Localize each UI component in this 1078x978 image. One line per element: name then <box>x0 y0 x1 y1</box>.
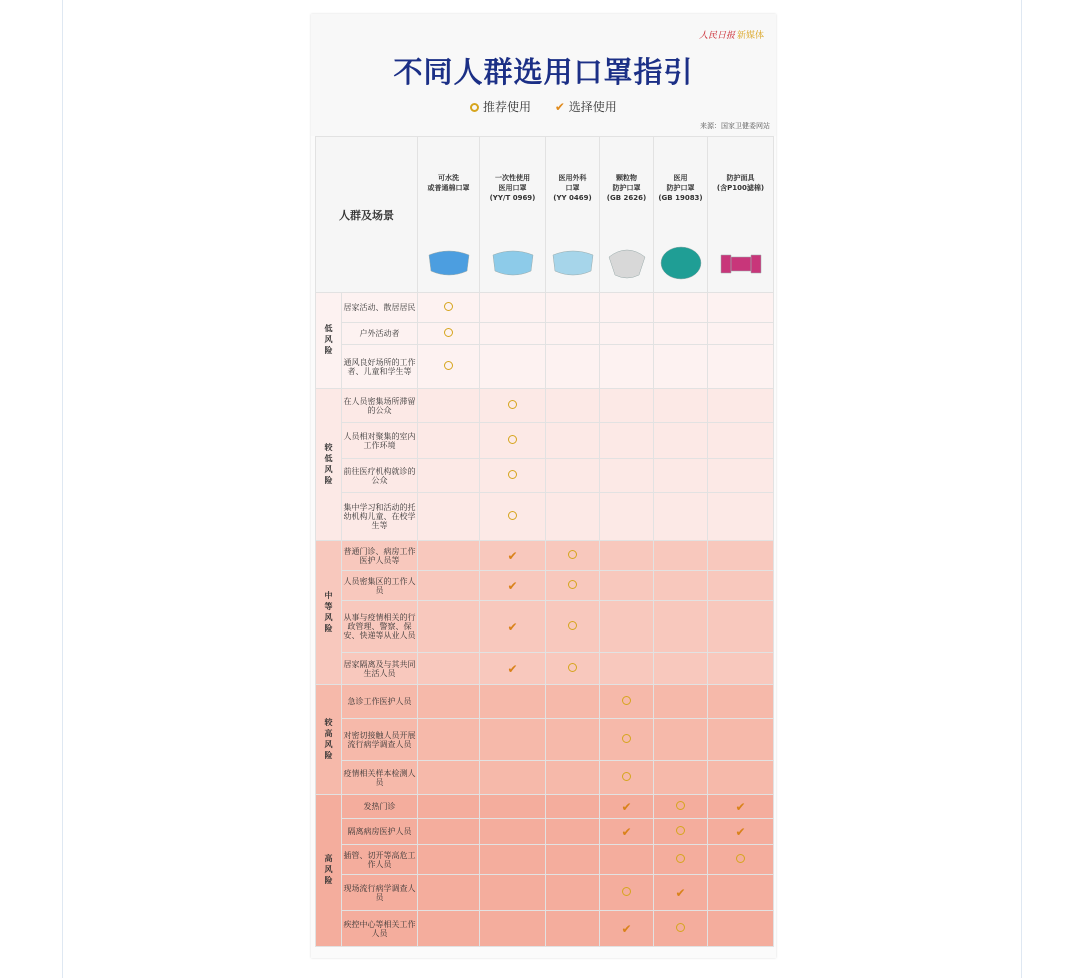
mask-cell <box>480 911 546 947</box>
population-description: 在人员密集场所滞留的公众 <box>342 389 418 423</box>
mask-label: 医用外科 口罩 (YY 0469) <box>553 173 592 202</box>
legend-label: 推荐使用 <box>483 100 532 114</box>
circle-mark-icon <box>444 328 453 337</box>
surgical-mask-icon <box>549 241 597 281</box>
mask-cell <box>708 459 774 493</box>
check-mark-icon: ✔ <box>554 100 565 114</box>
mask-cell <box>654 601 708 653</box>
mask-cell <box>546 493 600 541</box>
table-row <box>316 541 774 571</box>
table-row <box>316 875 774 911</box>
mask-cell <box>600 795 654 819</box>
mask-cell <box>600 845 654 875</box>
mask-column-header <box>546 137 600 293</box>
table-row <box>316 423 774 459</box>
population-description: 疾控中心等相关工作人员 <box>342 911 418 947</box>
mask-label: 防护面具 (含P100滤棉) <box>716 173 765 192</box>
mask-cell <box>600 761 654 795</box>
mask-cell <box>480 685 546 719</box>
check-mark-icon: ✔ <box>735 824 746 839</box>
mask-cell <box>600 601 654 653</box>
mask-cell <box>708 845 774 875</box>
mask-cell <box>654 389 708 423</box>
mask-cell <box>654 875 708 911</box>
population-description: 集中学习和活动的托幼机构儿童、在校学生等 <box>342 493 418 541</box>
population-description: 户外活动者 <box>342 323 418 345</box>
mask-cell <box>654 323 708 345</box>
mask-cell <box>708 819 774 845</box>
mask-cell <box>418 459 480 493</box>
mask-cell <box>600 423 654 459</box>
mask-cell <box>546 601 600 653</box>
circle-mark-icon <box>444 361 453 370</box>
mask-cell <box>600 293 654 323</box>
logo-text: 人民日报 <box>698 31 735 41</box>
brand-logo <box>699 28 764 41</box>
population-description: 对密切接触人员开展流行病学调查人员 <box>342 719 418 761</box>
mask-cell <box>654 761 708 795</box>
mask-column-header <box>600 137 654 293</box>
table-body <box>316 293 774 947</box>
check-mark-icon: ✔ <box>621 799 632 814</box>
mask-cell <box>546 911 600 947</box>
mask-cell <box>708 875 774 911</box>
mask-cell <box>654 653 708 685</box>
medical-protective-mask-icon <box>657 241 705 281</box>
check-mark-icon: ✔ <box>507 578 518 593</box>
mask-cell <box>480 293 546 323</box>
mask-cell <box>708 571 774 601</box>
source-note: 来源：国家卫健委网站 <box>700 122 770 130</box>
table-row <box>316 761 774 795</box>
population-description: 居家活动、散居居民 <box>342 293 418 323</box>
page-title: 不同人群选用口罩指引 <box>393 55 694 89</box>
legend <box>311 98 776 115</box>
mask-cell <box>418 493 480 541</box>
legend-recommended <box>470 100 535 114</box>
mask-cell <box>654 293 708 323</box>
mask-column-header <box>418 137 480 293</box>
table-row <box>316 323 774 345</box>
table-row <box>316 493 774 541</box>
legend-optional <box>555 100 617 114</box>
circle-mark-icon <box>568 621 577 630</box>
check-mark-icon: ✔ <box>507 661 518 676</box>
mask-guide-poster <box>311 14 776 958</box>
mask-cell <box>546 323 600 345</box>
mask-cell <box>546 293 600 323</box>
table-row <box>316 911 774 947</box>
circle-mark-icon <box>736 854 745 863</box>
mask-cell <box>418 653 480 685</box>
mask-cell <box>654 459 708 493</box>
circle-mark-icon <box>508 470 517 479</box>
gas-mask-icon <box>717 241 765 281</box>
table-row <box>316 601 774 653</box>
mask-cell <box>600 875 654 911</box>
risk-group-label: 高风险 <box>316 795 342 947</box>
mask-cell <box>708 795 774 819</box>
mask-cell <box>480 323 546 345</box>
mask-cell <box>708 719 774 761</box>
check-mark-icon: ✔ <box>621 921 632 936</box>
population-description: 插管、切开等高危工作人员 <box>342 845 418 875</box>
mask-cell <box>600 389 654 423</box>
mask-column-header <box>654 137 708 293</box>
circle-mark-icon <box>508 400 517 409</box>
circle-mark-icon <box>568 580 577 589</box>
mask-cell <box>600 459 654 493</box>
risk-group-label: 较高风险 <box>316 685 342 795</box>
mask-cell <box>708 493 774 541</box>
table-row <box>316 819 774 845</box>
mask-cell <box>480 875 546 911</box>
mask-cell <box>546 571 600 601</box>
mask-cell <box>480 541 546 571</box>
mask-cell <box>600 685 654 719</box>
population-description: 从事与疫情相关的行政管理、警察、保安、快递等从业人员 <box>342 601 418 653</box>
mask-cell <box>654 423 708 459</box>
table-row <box>316 685 774 719</box>
mask-cell <box>708 293 774 323</box>
population-description: 疫情相关样本检测人员 <box>342 761 418 795</box>
mask-cell <box>418 761 480 795</box>
circle-mark-icon <box>676 923 685 932</box>
population-description: 前往医疗机构就诊的公众 <box>342 459 418 493</box>
mask-cell <box>546 541 600 571</box>
circle-mark-icon <box>508 511 517 520</box>
mask-cell <box>480 571 546 601</box>
disposable-medical-mask-icon <box>489 241 537 281</box>
mask-cell <box>480 345 546 389</box>
mask-cell <box>600 819 654 845</box>
population-description: 人员相对聚集的室内工作环境 <box>342 423 418 459</box>
poster-header <box>311 14 776 136</box>
mask-cell <box>418 819 480 845</box>
mask-cell <box>480 795 546 819</box>
mask-cell <box>418 795 480 819</box>
population-description: 通风良好场所的工作者、儿童和学生等 <box>342 345 418 389</box>
mask-cell <box>654 819 708 845</box>
mask-cell <box>600 653 654 685</box>
circle-mark-icon <box>676 826 685 835</box>
mask-cell <box>600 571 654 601</box>
mask-cell <box>708 541 774 571</box>
mask-cell <box>600 323 654 345</box>
table-row <box>316 293 774 323</box>
mask-cell <box>418 389 480 423</box>
table-row <box>316 389 774 423</box>
circle-mark-icon <box>676 854 685 863</box>
mask-cell <box>418 685 480 719</box>
table-row <box>316 345 774 389</box>
mask-cell <box>600 719 654 761</box>
mask-label: 一次性使用 医用口罩 (YY/T 0969) <box>489 173 536 202</box>
mask-cell <box>480 845 546 875</box>
mask-cell <box>708 685 774 719</box>
check-mark-icon: ✔ <box>675 885 686 900</box>
circle-mark-icon <box>622 772 631 781</box>
mask-cell <box>654 345 708 389</box>
circle-mark-icon <box>568 550 577 559</box>
mask-cell <box>708 911 774 947</box>
mask-cell <box>708 323 774 345</box>
mask-cell <box>600 911 654 947</box>
risk-group-label: 中等风险 <box>316 541 342 685</box>
risk-group-label: 较低风险 <box>316 389 342 541</box>
logo-badge: 新媒体 <box>736 31 764 41</box>
mask-cell <box>654 571 708 601</box>
table-row <box>316 719 774 761</box>
circle-mark-icon <box>568 663 577 672</box>
circle-mark-icon <box>676 801 685 810</box>
mask-cell <box>480 493 546 541</box>
mask-cell <box>708 345 774 389</box>
table-row <box>316 795 774 819</box>
mask-cell <box>418 323 480 345</box>
check-mark-icon: ✔ <box>507 619 518 634</box>
risk-group-label: 低风险 <box>316 293 342 389</box>
mask-cell <box>708 601 774 653</box>
population-description: 人员密集区的工作人员 <box>342 571 418 601</box>
mask-cell <box>480 423 546 459</box>
mask-cell <box>418 875 480 911</box>
mask-cell <box>546 795 600 819</box>
mask-cell <box>418 601 480 653</box>
mask-cell <box>654 719 708 761</box>
mask-cell <box>418 845 480 875</box>
mask-cell <box>480 653 546 685</box>
circle-mark-icon <box>444 302 453 311</box>
legend-label: 选择使用 <box>568 100 617 114</box>
corner-label: 人群及场景 <box>316 137 418 293</box>
population-description: 发热门诊 <box>342 795 418 819</box>
population-description: 普通门诊、病房工作医护人员等 <box>342 541 418 571</box>
check-mark-icon: ✔ <box>735 799 746 814</box>
mask-cell <box>546 459 600 493</box>
mask-cell <box>546 389 600 423</box>
mask-cell <box>600 541 654 571</box>
mask-cell <box>654 685 708 719</box>
mask-cell <box>480 719 546 761</box>
mask-cell <box>546 875 600 911</box>
mask-column-header <box>480 137 546 293</box>
population-description: 急诊工作医护人员 <box>342 685 418 719</box>
mask-cell <box>708 423 774 459</box>
table-row <box>316 845 774 875</box>
mask-cell <box>654 845 708 875</box>
mask-cell <box>418 345 480 389</box>
mask-cell <box>654 541 708 571</box>
mask-cell <box>480 761 546 795</box>
mask-cell <box>546 423 600 459</box>
mask-cell <box>708 389 774 423</box>
mask-cell <box>654 493 708 541</box>
table-header-row <box>316 137 774 293</box>
mask-column-header <box>708 137 774 293</box>
table-row <box>316 571 774 601</box>
mask-guide-table <box>315 136 774 947</box>
mask-cell <box>708 761 774 795</box>
mask-cell <box>480 601 546 653</box>
check-mark-icon: ✔ <box>507 548 518 563</box>
mask-label: 颗粒物 防护口罩 (GB 2626) <box>606 173 647 202</box>
mask-cell <box>480 389 546 423</box>
mask-cell <box>546 345 600 389</box>
mask-cell <box>480 819 546 845</box>
circle-mark-icon <box>622 734 631 743</box>
circle-mark-icon <box>622 696 631 705</box>
mask-cell <box>546 819 600 845</box>
mask-cell <box>418 423 480 459</box>
fabric-mask-icon <box>425 241 473 281</box>
mask-cell <box>480 459 546 493</box>
mask-cell <box>546 761 600 795</box>
population-description: 隔离病房医护人员 <box>342 819 418 845</box>
mask-cell <box>418 571 480 601</box>
mask-cell <box>654 795 708 819</box>
population-description: 居家隔离及与其共同生活人员 <box>342 653 418 685</box>
mask-cell <box>418 541 480 571</box>
mask-cell <box>546 653 600 685</box>
mask-cell <box>600 493 654 541</box>
mask-cell <box>418 719 480 761</box>
table-row <box>316 653 774 685</box>
mask-cell <box>418 911 480 947</box>
circle-mark-icon <box>508 435 517 444</box>
mask-cell <box>546 845 600 875</box>
mask-label: 医用 防护口罩 (GB 19083) <box>658 173 703 202</box>
population-description: 现场流行病学调查人员 <box>342 875 418 911</box>
mask-cell <box>418 293 480 323</box>
mask-cell <box>708 653 774 685</box>
mask-cell <box>546 719 600 761</box>
mask-cell <box>654 911 708 947</box>
table-row <box>316 459 774 493</box>
check-mark-icon: ✔ <box>621 824 632 839</box>
mask-cell <box>600 345 654 389</box>
mask-label: 可水洗 或普通棉口罩 <box>427 173 470 192</box>
circle-mark-icon <box>470 103 479 112</box>
circle-mark-icon <box>622 887 631 896</box>
particulate-respirator-icon <box>603 241 651 281</box>
mask-cell <box>546 685 600 719</box>
